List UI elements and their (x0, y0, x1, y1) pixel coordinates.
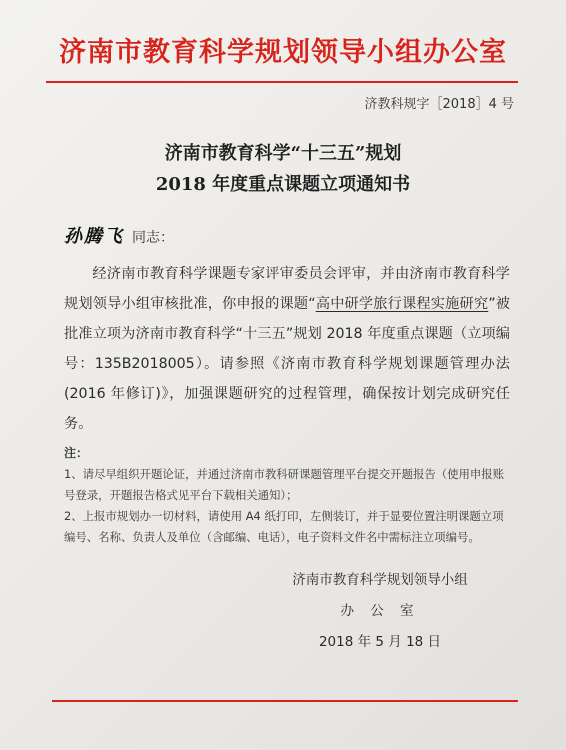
signature-org: 济南市教育科学规划领导小组 (292, 572, 468, 588)
body-part2: ”被批准立项为济南市教育科学“十三五”规划 2018 年度重点课题（立项编号：135B2018005）。请参照《济南市教育科学规划课题管理办法(2016 年修订)》，加强课题研究的过程管理，确保按计划完成研究任务。 (64, 296, 510, 432)
letterhead-red-rule (46, 81, 518, 83)
note-item-1: 1、请尽早组织开题论证，并通过济南市教科研课题管理平台提交开题报告（使用申报账号登录，开题报告格式见平台下载相关通知）； (64, 467, 505, 502)
notes-title: 注： (64, 446, 89, 460)
footer-red-rule (52, 700, 518, 702)
salutation-suffix: 同志： (132, 230, 174, 246)
recipient-name: 孙腾飞 (64, 226, 124, 247)
signature-office: 办 公 室 (340, 603, 420, 619)
document-title-line1: 济南市教育科学“十三五”规划 (164, 143, 402, 164)
salutation (64, 222, 174, 248)
body-part1: 经济南市教育科学课题专家评审委员会评审，并由济南市教育科学规划领导小组审核批准，你申报的课题“ (64, 266, 510, 312)
letterhead-title: 济南市教育科学规划领导小组办公室 (59, 37, 507, 68)
notice-body (64, 259, 510, 439)
signature-date: 2018 年 5 月 18 日 (318, 634, 442, 650)
note-item-2: 2、上报市规划办一切材料，请使用 A4 纸打印，左侧装订，并于显要位置注明课题立项编号、名称、负责人及单位（含邮编、电话），电子资料文件名中需标注立项编号。 (64, 509, 504, 544)
document-number: 济教科规字［2018］4 号 (364, 97, 514, 112)
notes-section (64, 443, 514, 548)
signature-block (280, 565, 480, 658)
document-title-line2: 2018 年度重点课题立项通知书 (155, 174, 411, 195)
research-topic: 高中研学旅行课程实施研究 (315, 296, 489, 312)
